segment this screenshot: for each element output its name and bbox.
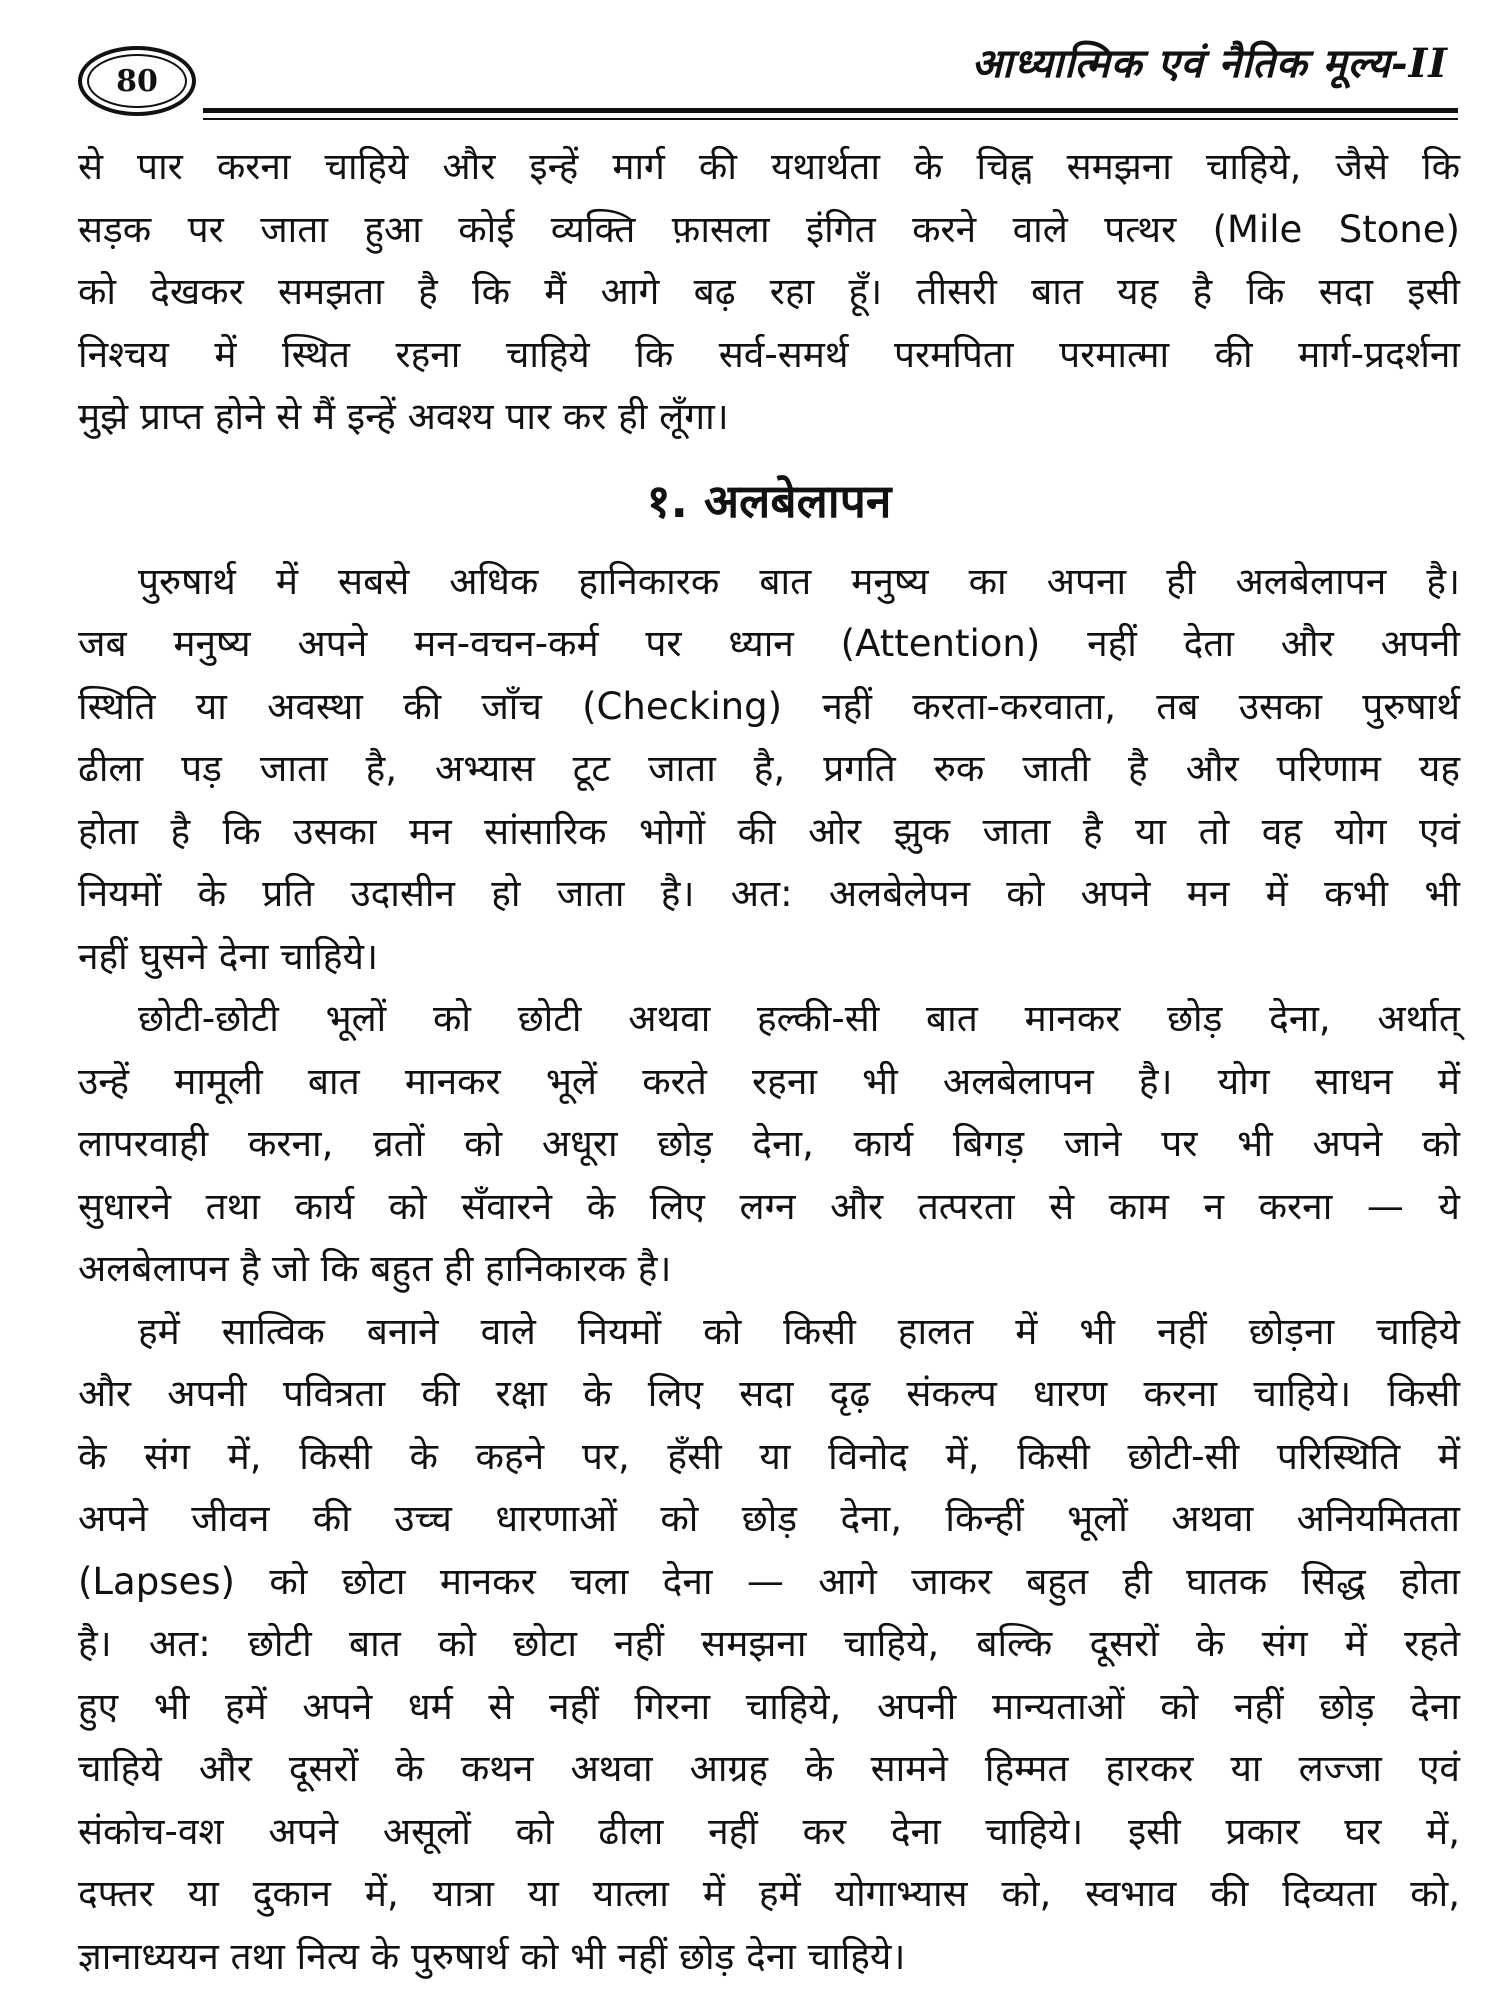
text-line: और अपनी पवित्रता की रक्षा के लिए सदा दृढ़ संकल्प धारण करना चाहिये। किसी [78,1372,1460,1415]
text-line: सड़क पर जाता हुआ कोई व्यक्ति फ़ासला इंगित करने वाले पत्थर (Mile Stone) [78,207,1460,251]
text-line: संकोच-वश अपने असूलों को ढीला नहीं कर देना चाहिये। इसी प्रकार घर में, [78,1809,1460,1853]
text-line: है। अत: छोटी बात को छोटा नहीं समझना चाहिये, बल्कि दूसरों के संग में रहते [78,1622,1460,1665]
text-line: (Lapses) को छोटा मानकर चला देना — आगे जाकर बहुत ही घातक सिद्ध होता [78,1559,1460,1603]
text-line: ज्ञानाध्ययन तथा नित्य के पुरुषार्थ को भी नहीं छोड़ देना चाहिये। [78,1934,906,1978]
text-line: निश्चय में स्थित रहना चाहिये कि सर्व-समर्थ परमपिता परमात्मा की मार्ग-प्रदर्शना [78,332,1460,376]
text-line: जब मनुष्य अपने मन-वचन-कर्म पर ध्यान (Attention) नहीं देता और अपनी [78,622,1460,665]
intro-paragraph [78,136,1460,449]
text-line: के संग में, किसी के कहने पर, हँसी या विनोद में, किसी छोटी-सी परिस्थिति में [78,1434,1460,1478]
paragraph-1 [78,551,1460,989]
page-header [78,24,1458,134]
text-line: को देखकर समझता है कि मैं आगे बढ़ रहा हूँ। तीसरी बात यह है कि सदा इसी [78,270,1460,313]
text-line: छोटी-छोटी भूलों को छोटी अथवा हल्की-सी बात मानकर छोड़ देना, अर्थात् [138,997,1460,1040]
text-line: चाहिये और दूसरों के कथन अथवा आग्रह के सामने हिम्मत हारकर या लज्जा एवं [78,1747,1460,1790]
text-line: सुधारने तथा कार्य को सँवारने के लिए लग्न और तत्परता से काम न करना — ये [78,1184,1460,1228]
page-content [78,136,1460,1988]
text-line: अलबेलापन है जो कि बहुत ही हानिकारक है। [78,1247,672,1290]
text-line: से पार करना चाहिये और इन्हें मार्ग की यथार्थता के चिह्न समझना चाहिये, जैसे कि [78,145,1460,188]
text-line: मुझे प्राप्त होने से मैं इन्हें अवश्य पार कर ही लूँगा। [78,395,729,438]
paragraph-2 [78,988,1460,1301]
page-number-badge [78,46,196,116]
text-line: नहीं घुसने देना चाहिये। [78,934,379,978]
paragraph-3 [78,1301,1460,1989]
text-line: उन्हें मामूली बात मानकर भूलें करते रहना भी अलबेलापन है। योग साधन में [78,1059,1460,1103]
text-line: हमें सात्विक बनाने वाले नियमों को किसी हालत में भी नहीं छोड़ना चाहिये [138,1309,1460,1353]
text-line: हुए भी हमें अपने धर्म से नहीं गिरना चाहिये, अपनी मान्यताओं को नहीं छोड़ देना [78,1684,1460,1728]
running-title: आध्यात्मिक एवं नैतिक मूल्य-II [971,40,1448,87]
header-rule-thick [203,108,1458,113]
header-rule-thin [203,118,1458,120]
text-line: स्थिति या अवस्था की जाँच (Checking) नहीं करता-करवाता, तब उसका पुरुषार्थ [78,684,1460,728]
section-heading: १. अलबेलापन [646,473,892,528]
text-line: ढीला पड़ जाता है, अभ्यास टूट जाता है, प्रगति रुक जाती है और परिणाम यह [78,747,1460,790]
text-line: नियमों के प्रति उदासीन हो जाता है। अत: अलबेलेपन को अपने मन में कभी भी [78,872,1460,915]
text-line: पुरुषार्थ में सबसे अधिक हानिकारक बात मनुष्य का अपना ही अलबेलापन है। [138,559,1460,603]
page-number: 80 [87,54,187,108]
text-line: लापरवाही करना, व्रतों को अधूरा छोड़ देना, कार्य बिगड़ जाने पर भी अपने को [78,1122,1460,1165]
text-line: होता है कि उसका मन सांसारिक भोगों की ओर झुक जाता है या तो वह योग एवं [78,809,1460,853]
text-line: अपने जीवन की उच्च धारणाओं को छोड़ देना, किन्हीं भूलों अथवा अनियमितता [78,1497,1460,1540]
text-line: दफ्तर या दुकान में, यात्रा या यात्ला में हमें योगाभ्यास को, स्वभाव की दिव्यता को, [78,1872,1460,1915]
